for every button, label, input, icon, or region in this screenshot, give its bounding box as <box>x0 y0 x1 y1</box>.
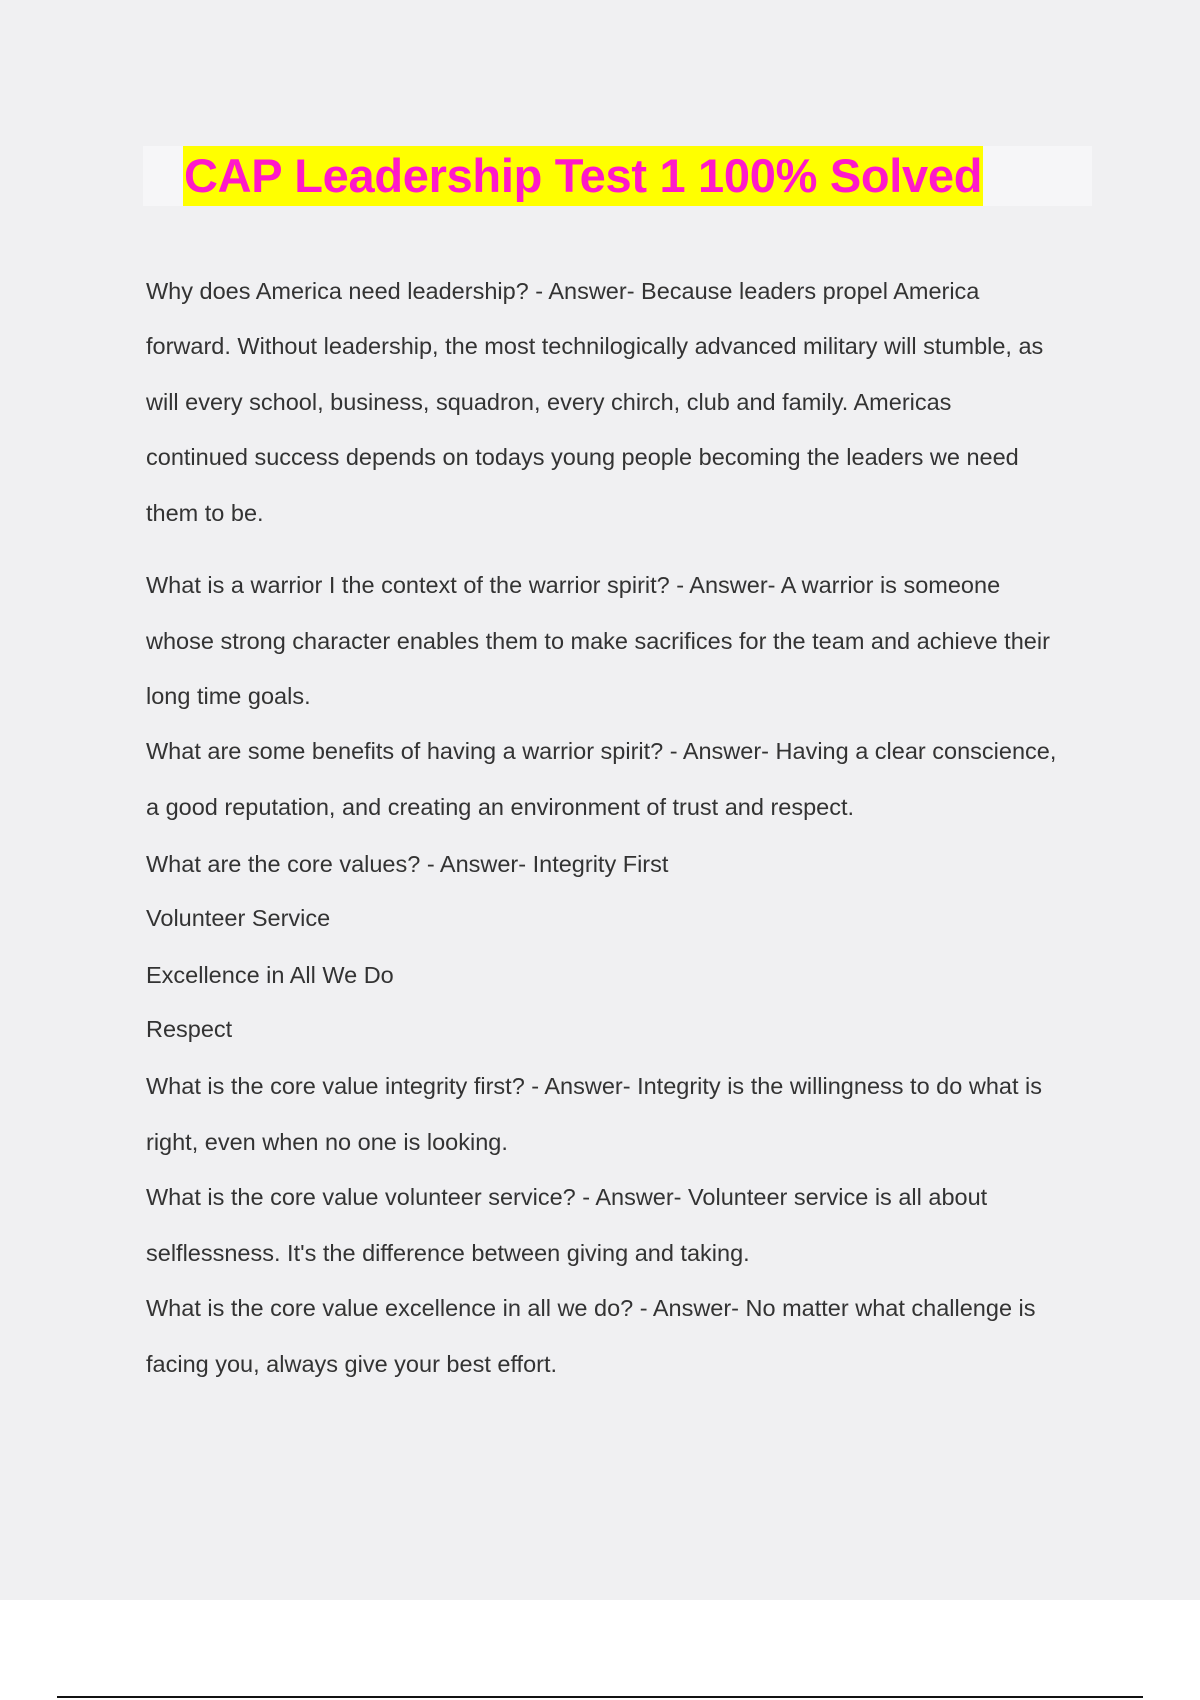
body-line: What is the core value volunteer service? - Answer- Volunteer service is all about <box>146 1184 988 1210</box>
body-line: What is the core value integrity first? - Answer- Integrity is the willingness to do what is <box>146 1073 1042 1099</box>
body-line: forward. Without leadership, the most technilogically advanced military will stumble, as <box>146 333 1044 359</box>
body-line: them to be. <box>146 500 264 526</box>
document-title: CAP Leadership Test 1 100% Solved <box>183 146 983 206</box>
body-line: will every school, business, squadron, every chirch, club and family. Americas <box>146 389 952 415</box>
body-line: Respect <box>146 1016 233 1042</box>
body-line: continued success depends on todays young people becoming the leaders we need <box>146 444 1019 470</box>
body-line: What is the core value excellence in all we do? - Answer- No matter what challenge is <box>146 1295 1036 1321</box>
body-line: selflessness. It's the difference between giving and taking. <box>146 1240 750 1266</box>
body-line: Excellence in All We Do <box>146 962 394 988</box>
body-line: right, even when no one is looking. <box>146 1129 508 1155</box>
body-line: What are the core values? - Answer- Integrity First <box>146 851 669 877</box>
body-line: Volunteer Service <box>146 905 331 931</box>
bottom-divider <box>57 1696 1143 1698</box>
body-line: Why does America need leadership? - Answer- Because leaders propel America <box>146 278 980 304</box>
body-line: a good reputation, and creating an environment of trust and respect. <box>146 794 855 820</box>
body-line: What is a warrior I the context of the warrior spirit? - Answer- A warrior is someone <box>146 572 1001 598</box>
body-line: facing you, always give your best effort. <box>146 1351 558 1377</box>
body-line: whose strong character enables them to make sacrifices for the team and achieve their <box>146 628 1050 654</box>
body-line: What are some benefits of having a warrior spirit? - Answer- Having a clear conscience, <box>146 738 1057 764</box>
body-line: long time goals. <box>146 683 311 709</box>
